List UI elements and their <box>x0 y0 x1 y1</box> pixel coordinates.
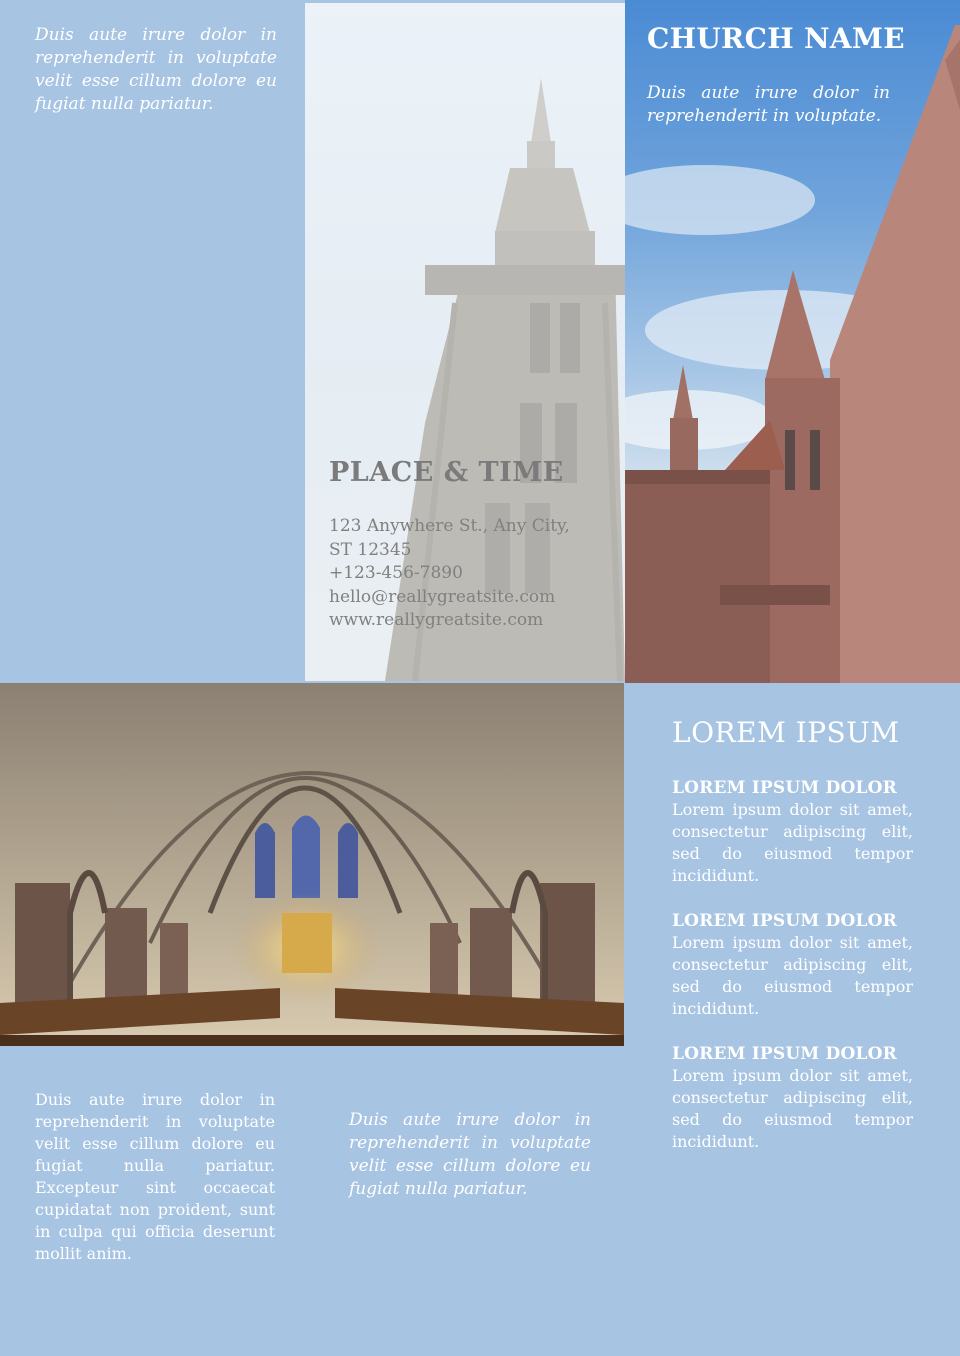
lorem-item-heading: LOREM IPSUM DOLOR <box>672 1044 897 1064</box>
place-time-title: PLACE & TIME <box>329 457 564 488</box>
lorem-item-heading: LOREM IPSUM DOLOR <box>672 778 897 798</box>
address-line-1: 123 Anywhere St., Any City, <box>329 516 570 536</box>
intro-paragraph: Duis aute irure dolor in reprehenderit in voluptate velit esse cillum dolore eu fugiat nulla pariatur. <box>35 25 277 114</box>
contact-block <box>329 515 579 633</box>
website-link[interactable]: www.reallygreatsite.com <box>329 610 544 630</box>
church-name: CHURCH NAME <box>647 22 905 55</box>
lorem-item <box>672 1043 913 1153</box>
bottom-middle-paragraph: Duis aute irure dolor in reprehenderit in voluptate velit esse cillum dolore eu fugiat nulla pariatur. <box>349 1110 591 1199</box>
lorem-item-body: Lorem ipsum dolor sit amet, consectetur adipiscing elit, sed do eiusmod tempor incididunt. <box>672 933 913 1018</box>
address-line-2: ST 12345 <box>329 539 412 560</box>
lorem-item-heading: LOREM IPSUM DOLOR <box>672 911 897 931</box>
lorem-item <box>672 910 913 1020</box>
phone-number: +123-456-7890 <box>329 563 463 583</box>
interior-illustration <box>0 683 624 1046</box>
lorem-item-body: Lorem ipsum dolor sit amet, consectetur adipiscing elit, sed do eiusmod tempor incididunt. <box>672 1066 913 1151</box>
lorem-item-body: Lorem ipsum dolor sit amet, consectetur adipiscing elit, sed do eiusmod tempor incididunt. <box>672 800 913 885</box>
lorem-item <box>672 777 913 887</box>
church-interior-photo <box>0 683 624 1046</box>
lorem-section-title: LOREM IPSUM <box>672 716 900 749</box>
church-tagline: Duis aute irure dolor in reprehenderit in voluptate. <box>647 83 890 126</box>
email-address[interactable]: hello@reallygreatsite.com <box>329 586 556 607</box>
bottom-left-paragraph: Duis aute irure dolor in reprehenderit in voluptate velit esse cillum dolore eu fugiat nulla pariatur. Excepteur sint occaecat cupidatat non proident, sunt in culpa qui officia deserunt mollit anim. <box>35 1090 275 1263</box>
